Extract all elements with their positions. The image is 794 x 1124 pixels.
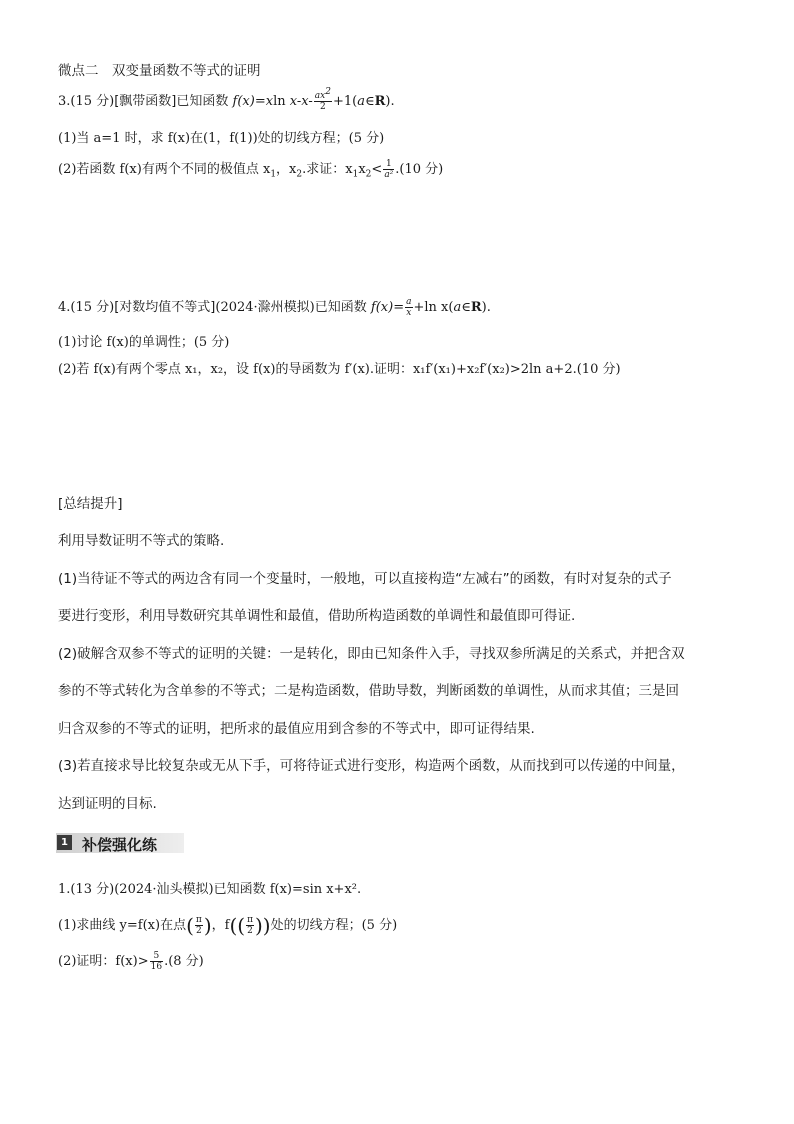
fraction-pi-over-2: $\frac{\pi}{2}$ xyxy=(195,915,202,936)
fraction-pi-over-2-second: $\frac{\pi}{2}$ xyxy=(247,915,253,936)
summary-point-3-line-2: 达到证明的目标. xyxy=(58,796,157,812)
section-title: 补偿强化练 xyxy=(82,836,158,854)
problem-4-part-1: (1)讨论 f(x)的单调性；(5 分) xyxy=(58,335,230,350)
micro-point-heading: 微点二 双变量函数不等式的证明 xyxy=(58,63,261,79)
summary-point-2-line-3: 归含双参的不等式的证明，把所求的最值应用到含参的不等式中，即可证得结果. xyxy=(58,721,535,737)
summary-point-1-line-1: (1)当待证不等式的两边含有同一个变量时，一般地，可以直接构造“左减右”的函数，有时对复杂的式子 xyxy=(58,571,672,587)
summary-intro: 利用导数证明不等式的策略. xyxy=(58,533,225,549)
section-number-icon: 1 xyxy=(57,835,72,850)
fraction-5-over-16: $\frac{5}{16}$ xyxy=(150,951,163,972)
fraction-1-over-a2: $\frac{1}{\text{a²}}$ xyxy=(384,159,394,180)
summary-point-2-line-2: 参的不等式转化为含单参的不等式；二是构造函数，借助导数，判断函数的单调性，从而求其值；三是回 xyxy=(58,683,679,699)
problem-1-part-1: (1)求曲线 y=f(x)在点( $\frac{\pi}{2}$ )，f(( $\frac{\pi}{2}$ ))处的切线方程；(5 分) xyxy=(58,913,398,938)
problem-1-part-2: (2)证明：f(x)> $\frac{5}{16}$ .(8 分) xyxy=(58,951,204,972)
fraction-ax2-over-2: $\frac{ax^2}{2}$ xyxy=(314,87,331,112)
problem-3-part-1: (1)当 a=1 时，求 f(x)在(1，f(1))处的切线方程；(5 分) xyxy=(58,131,385,146)
summary-point-3-line-1: (3)若直接求导比较复杂或无从下手，可将待证式进行变形，构造两个函数，从而找到可以传递的中间量， xyxy=(58,758,685,774)
problem-3-statement: 3.(15 分)[飘带函数]已知函数 f(x)=xln x-x- $\frac{ax^2}{2}$ +1(a∈R). xyxy=(58,87,395,112)
problem-1-statement: 1.(13 分)(2024·汕头模拟)已知函数 f(x)=sin x+x². xyxy=(58,882,362,897)
summary-heading: [总结提升] xyxy=(58,496,123,512)
summary-point-2-line-1: (2)破解含双参不等式的证明的关键：一是转化，即由已知条件入手，寻找双参所满足的关系式，并把含双 xyxy=(58,646,685,662)
fraction-a-over-x: $\frac{a}{x}$ xyxy=(406,297,412,318)
problem-3-part-2: (2)若函数 f(x)有两个不同的极值点 $x_1$，$x_2$.求证：$x_1x_2<$ $\frac{1}{\text{a²}}$ .(10 分) xyxy=(58,159,444,180)
summary-point-1-line-2: 要进行变形，利用导数研究其单调性和最值，借助所构造函数的单调性和最值即可得证. xyxy=(58,608,576,624)
problem-4-statement: 4.(15 分)[对数均值不等式](2024·滁州模拟)已知函数 f(x)= $\frac{a}{x}$ +ln x(a∈R). xyxy=(58,297,491,318)
problem-4-part-2: (2)若 f(x)有两个零点 x₁，x₂，设 f(x)的导函数为 f′(x).证明：x₁f′(x₁)+x₂f′(x₂)>2ln a+2.(10 分) xyxy=(58,362,621,377)
